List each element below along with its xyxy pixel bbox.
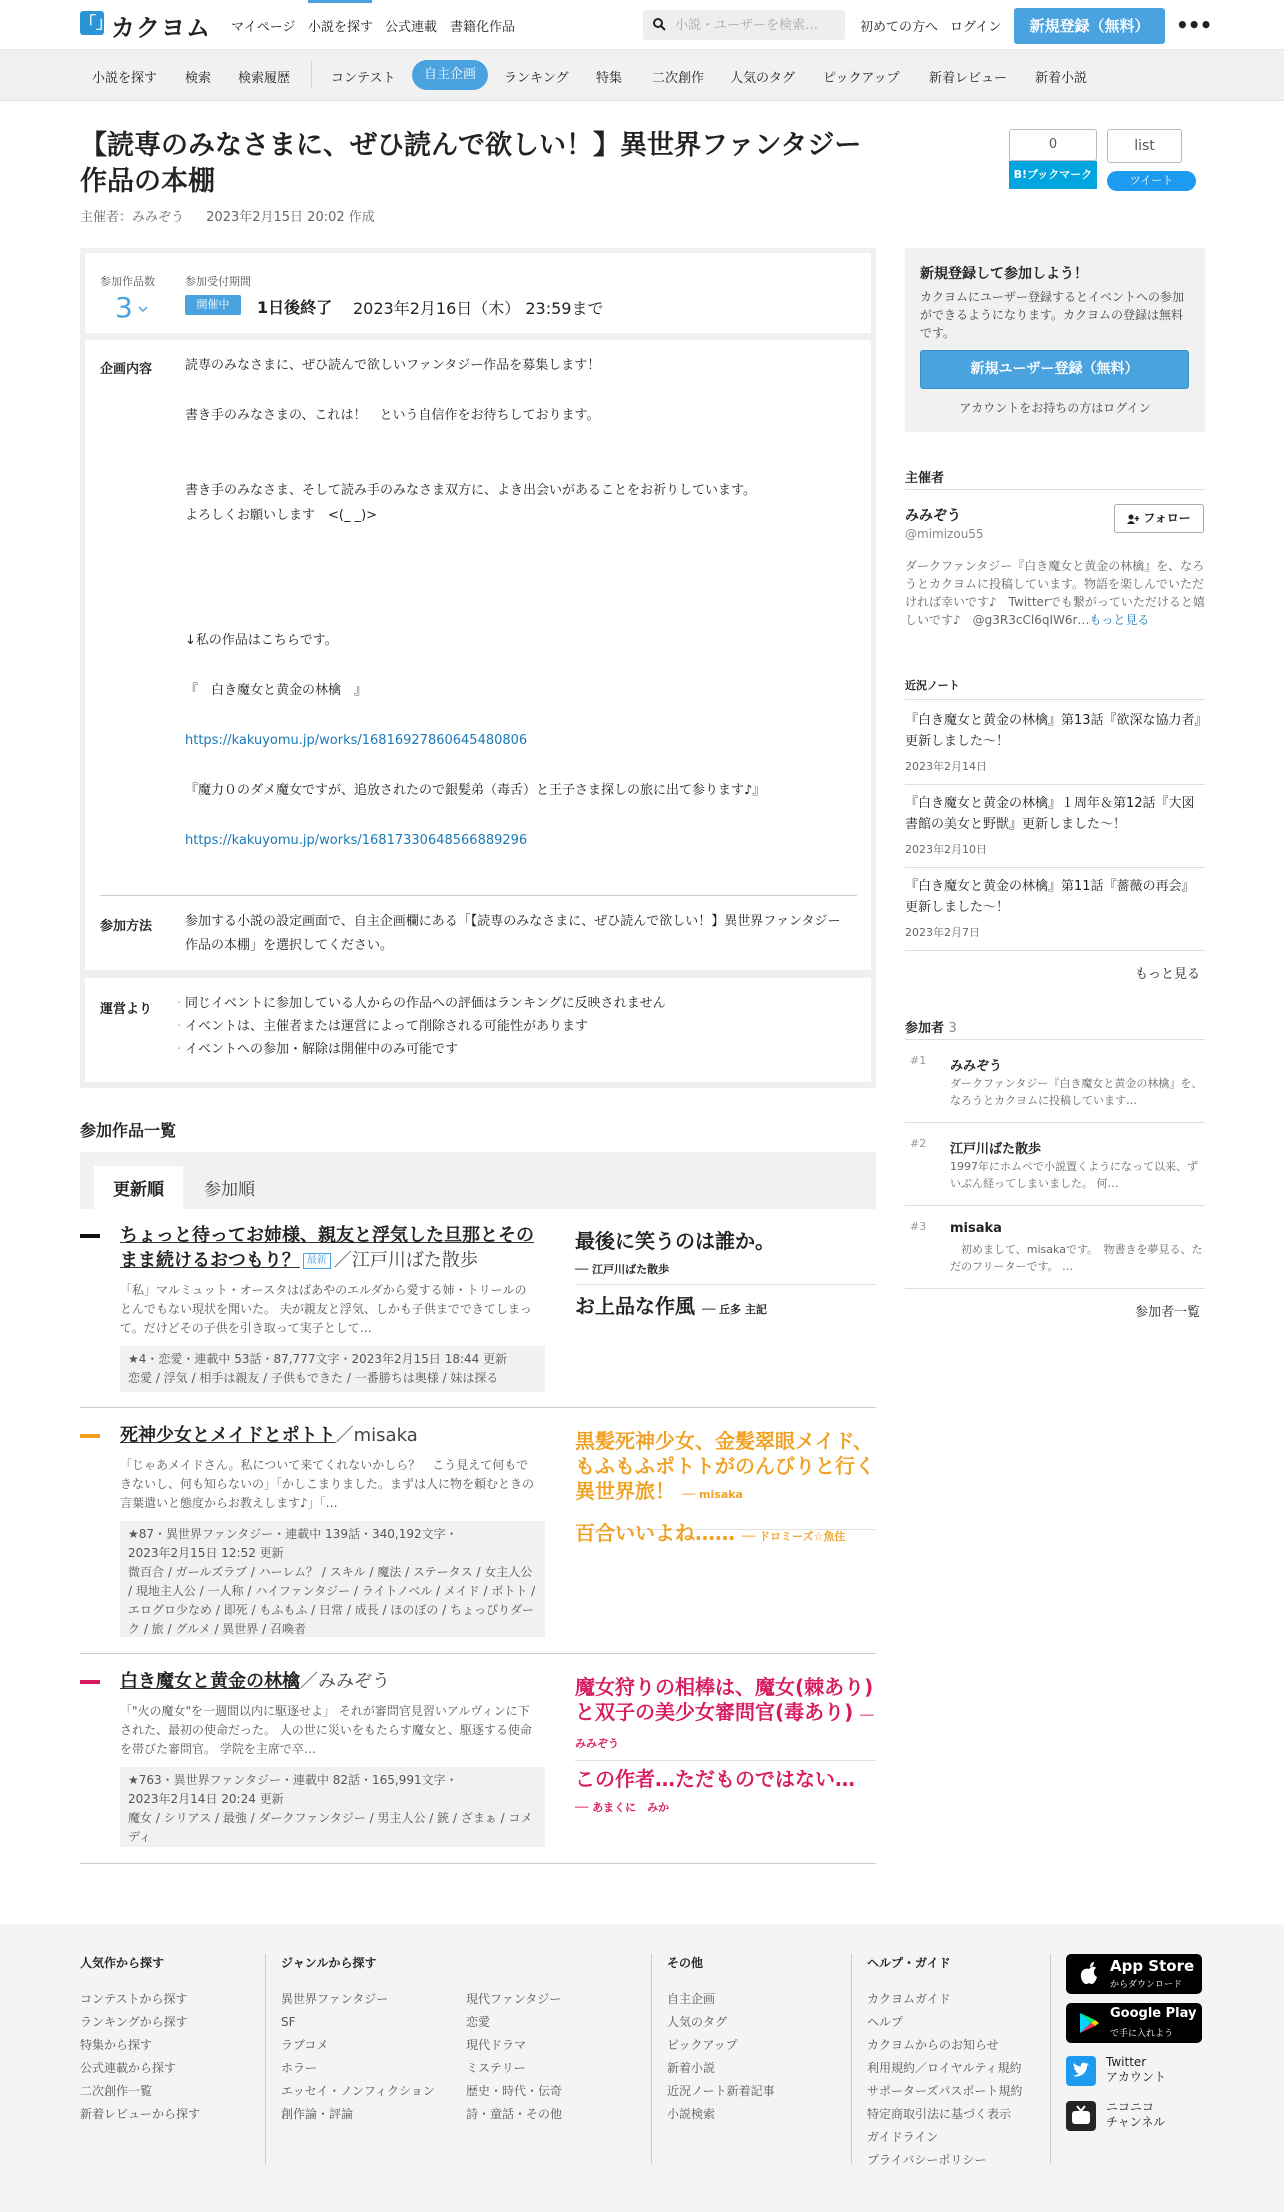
login-link[interactable]: ログイン <box>950 20 1002 35</box>
twitter-label: Twitter <box>1106 2055 1147 2069</box>
footer-link[interactable]: ヘルプ <box>867 2015 904 2029</box>
footer-link[interactable]: ミステリー <box>466 2061 526 2075</box>
host-id: @mimizou55 <box>905 527 984 541</box>
event-info-box <box>80 248 876 1088</box>
note-title[interactable]: 『白き魔女と黄金の林檎』第13話『欲深な協力者』更新しました～！ <box>905 713 1202 749</box>
review-catch[interactable] <box>575 1429 875 1507</box>
content-line: ↓私の作品はこちらです。 <box>185 633 338 648</box>
work-intro: 「"火の魔女"を一週間以内に駆逐せよ」 それが審問官見習いアルヴィンに下された、最初の使命だった。 人の世に災いをもたらす魔女と、駆逐する使命を帯びた審問官。 学院を主席で卒… <box>120 1704 532 1756</box>
works-list-title: 参加作品一覧 <box>80 1121 177 1140</box>
footer-divider <box>265 1954 266 2164</box>
review-text[interactable]: 魔女狩りの相棒は、魔女(棘あり)と双子の美少女審問官(毒あり) <box>575 1675 874 1724</box>
participants-count: 3 <box>948 1021 957 1036</box>
work-separator <box>80 1653 876 1654</box>
work-stats: ★763・異世界ファンタジー・連載中 82話・165,991文字・ <box>128 1773 458 1787</box>
footer-link[interactable]: 歴史・時代・伝奇 <box>466 2084 563 2098</box>
tab-updated[interactable]: 更新順 <box>94 1166 183 1209</box>
work-separator <box>80 1407 876 1408</box>
host-bio-more-link[interactable]: もっと見る <box>1089 613 1150 627</box>
footer-link[interactable]: 恋愛 <box>466 2015 491 2029</box>
note-title[interactable]: 『白き魔女と黄金の林檎』１周年＆第12話『大図書館の美女と野獣』更新しました～！ <box>905 796 1195 832</box>
cta-text: カクヨムにユーザー登録するとイベントへの参加ができるようになります。カクヨムの登録は無料です。 <box>920 290 1185 340</box>
notes-heading: 近況ノート <box>905 679 960 692</box>
work-tags[interactable]: 魔女 / シリアス / 最強 / ダークファンタジー / 男主人公 / 銃 / ざまぁ / コメディ <box>128 1811 533 1844</box>
content-line: 書き手のみなさま、そして読み手のみなさま双方に、よき出会いがあることをお祈りしています。 <box>185 483 756 498</box>
work-meta <box>120 1767 545 1847</box>
niconico-icon <box>1066 2101 1096 2131</box>
footer-heading: ジャンルから探す <box>281 1956 377 1970</box>
footer-link[interactable]: 新着小説 <box>667 2061 716 2075</box>
footer-link[interactable]: 近況ノート新着記事 <box>667 2084 775 2098</box>
work-intro: 「私」マルミュット・オースタはばあやのエルダから愛する姉・トリールのとんでもない現状を聞いた。 夫が親友と浮気、しかも子供までできてしまって。だけどその子供を引き取って実子として… <box>120 1283 532 1335</box>
subnav-contest[interactable]: コンテスト <box>331 71 396 86</box>
review-catch[interactable] <box>575 1294 875 1322</box>
review-text[interactable]: 百合いいよね…… <box>575 1521 735 1545</box>
app-store-sub: からダウンロード <box>1110 1980 1183 1990</box>
note-item: イベントは、主催者または運営によって削除される可能性があります <box>185 1019 589 1034</box>
note-item: 同じイベントに参加している人からの作品への評価はランキングに反映されません <box>185 996 666 1011</box>
apple-icon <box>1078 1962 1100 1986</box>
divider <box>905 1288 1205 1289</box>
bookmark-count: 0 <box>1009 129 1097 161</box>
content-line: 書き手のみなさまの、これは！ という自信作をお待ちしております。 <box>185 408 600 423</box>
niconico-sub: チャンネル <box>1106 2115 1166 2129</box>
follow-user-icon <box>1127 514 1139 524</box>
work-title-text[interactable]: ちょっと待ってお姉様、親友と浮気した旦那とそのまま続けるおつもり？ <box>120 1225 534 1271</box>
google-play-label: Google Play <box>1110 2006 1197 2021</box>
subnav-new-reviews[interactable]: 新着レビュー <box>929 71 1008 86</box>
list-count: list <box>1107 129 1182 163</box>
content-line: 『 白き魔女と黄金の林檎 』 <box>185 683 368 698</box>
divider <box>905 950 1205 951</box>
search-input[interactable] <box>675 15 839 35</box>
footer-heading: その他 <box>667 1956 704 1970</box>
created-date: 2023年2月15日 20:02 作成 <box>206 210 375 225</box>
register-button[interactable]: 新規ユーザー登録（無料） <box>920 350 1189 389</box>
review-catch[interactable] <box>575 1675 875 1756</box>
app-store-label: App Store <box>1110 1957 1195 1975</box>
footer-link[interactable]: コンテストから探す <box>80 1992 188 2006</box>
footer-link[interactable]: 利用規約／ロイヤルティ規約 <box>867 2061 1022 2075</box>
bullet: · <box>177 1042 182 1057</box>
review-text[interactable]: 最後に笑うのは誰か。 <box>575 1229 775 1253</box>
work-author[interactable]: ／みみぞう <box>300 1671 390 1692</box>
nav-published-works[interactable]: 書籍化作品 <box>450 20 516 35</box>
footer-links <box>867 1988 1022 2172</box>
footer-link[interactable]: 創作論・評論 <box>281 2107 354 2121</box>
subnav-new-novels[interactable]: 新着小説 <box>1035 71 1088 86</box>
cta-login-line <box>905 399 1205 416</box>
work-stats: ★4・恋愛・連載中 53話・87,777文字・2023年2月15日 18:44 更新 <box>128 1352 508 1366</box>
twitter-icon <box>1066 2056 1096 2086</box>
review-author[interactable]: ── 丘多 主記 <box>701 1303 767 1316</box>
content-line: よろしくお願いします <(_ _)> <box>185 508 378 523</box>
follow-label: フォロー <box>1143 511 1191 525</box>
method-label: 参加方法 <box>100 919 153 934</box>
work-intro: 「じゃあメイドさん。私について来てくれないかしら？ こう見えて何もできないし、何も知らないの」「かしこまりました。まずは人に物を頼むときの言葉遣いと態度からお教えします♪」「… <box>120 1458 535 1510</box>
footer-link[interactable]: カクヨムからのお知らせ <box>867 2038 999 2052</box>
note-date: 2023年2月7日 <box>905 926 980 939</box>
footer-link[interactable]: 人気のタグ <box>667 2015 728 2029</box>
sort-tabs <box>80 1152 876 1209</box>
work-color-bar <box>80 1680 100 1684</box>
work-tags[interactable]: 微百合 / ガールズラブ / ハーレム？ / スキル / 魔法 / ステータス / 女主人公 / 現地主人公 / 一人称 / ハイファンタジー / ライトノベル / メイド / ポトト / エログロ少なめ / 即死 / もふもふ / 日常 / 成長 / ほのぼの / ちょっぴりダーク / 旅 / グルメ / 異世界 / 召喚者 <box>128 1565 536 1636</box>
work-item <box>80 1655 876 1865</box>
footer-link[interactable]: ピックアップ <box>667 2038 738 2052</box>
work-item <box>80 1409 876 1655</box>
host-bio-text: ダークファンタジー『白き魔女と黄金の林檎』を、なろうとカクヨムに投稿しています。物語を楽しんでいただければ幸いです♪ Twitterでも繋がっていただけると嬉しいです♪ @g3R3cCl6qIW6r… <box>905 559 1205 627</box>
content-line: 『魔力０のダメ魔女ですが、追放されたので銀髪弟（毒舌）と王子さま探しの旅に出て参ります♪』 <box>185 783 766 798</box>
sub-navigation <box>0 50 1284 101</box>
review-divider <box>575 1284 876 1285</box>
divider <box>905 784 1205 785</box>
kakuyomu-logo-text[interactable]: カクヨム <box>111 14 211 42</box>
footer-link[interactable]: 異世界ファンタジー <box>281 1992 389 2006</box>
host-name[interactable]: みみぞう <box>905 508 961 524</box>
new-badge: 最新 <box>303 1253 331 1269</box>
period-label: 参加受付期間 <box>185 275 251 288</box>
event-notes <box>85 978 871 1082</box>
notes-more-link[interactable]: もっと見る <box>1135 967 1201 982</box>
footer-links <box>466 1988 562 2126</box>
work-title[interactable] <box>120 1423 540 1448</box>
deadline: 2023年2月16日（木） 23:59まで <box>353 299 604 318</box>
divider <box>905 489 1205 490</box>
footer-link[interactable]: プライバシーポリシー <box>867 2153 987 2167</box>
footer-link[interactable]: 二次創作一覧 <box>80 2084 153 2098</box>
work-title-text[interactable]: 白き魔女と黄金の林檎 <box>120 1671 300 1692</box>
bullet: · <box>177 1019 182 1034</box>
work-title[interactable] <box>120 1669 540 1694</box>
divider <box>905 1205 1205 1206</box>
work-meta <box>120 1521 545 1637</box>
subnav-user-events[interactable]: 自主企画 <box>412 60 488 90</box>
review-catch[interactable] <box>575 1229 875 1282</box>
google-play-icon <box>1078 2012 1100 2034</box>
nav-find-novels[interactable]: 小説を探す <box>308 20 374 35</box>
footer-link[interactable]: 詩・童話・その他 <box>466 2107 563 2121</box>
cta-login-link[interactable]: ログイン <box>1103 401 1151 415</box>
footer-link[interactable]: ランキングから探す <box>80 2015 188 2029</box>
page-title: 【読専のみなさまに、ぜひ読んで欲しい！】異世界ファンタジー作品の本棚 <box>80 130 862 197</box>
work-stats: ★87・異世界ファンタジー・連載中 139話・340,192文字・ <box>128 1527 458 1541</box>
footer-link[interactable]: 現代ドラマ <box>466 2038 527 2052</box>
first-time-link[interactable]: 初めての方へ <box>860 20 939 35</box>
footer-link[interactable]: SF <box>281 2015 296 2029</box>
divider <box>100 895 857 896</box>
footer-heading: 人気作から探す <box>80 1956 165 1970</box>
chevron-down-icon[interactable] <box>138 305 148 313</box>
review-text[interactable]: お上品な作風 <box>575 1294 695 1318</box>
participant-desc: 初めまして、misakaです。 物書きを夢見る、ただのフリーターです。 … <box>950 1243 1203 1273</box>
tweet-button[interactable]: ツイート <box>1107 171 1196 191</box>
tab-joined[interactable]: 参加順 <box>204 1180 255 1200</box>
signup-button[interactable]: 新規登録（無料） <box>1014 8 1165 44</box>
subnav-pickup[interactable]: ピックアップ <box>823 71 900 86</box>
work-meta <box>120 1346 545 1392</box>
participant-rank: #2 <box>910 1137 927 1150</box>
review-catch[interactable] <box>575 1767 875 1820</box>
participant-name[interactable]: misaka <box>950 1221 1002 1236</box>
hatena-bookmark-button[interactable]: B!ブックマーク <box>1009 161 1097 189</box>
participant-name[interactable]: 江戸川ばた散歩 <box>950 1142 1042 1157</box>
participant-name[interactable]: みみぞう <box>950 1059 1003 1074</box>
footer-divider <box>651 1954 652 2164</box>
bullet: · <box>177 996 182 1011</box>
subnav-derivative[interactable]: 二次創作 <box>652 71 705 86</box>
host-heading: 主催者 <box>905 471 945 486</box>
cta-login-prefix: アカウントをお持ちの方は <box>959 401 1104 415</box>
footer-link[interactable]: 自主企画 <box>667 1992 716 2006</box>
nav-mypage[interactable]: マイページ <box>231 20 296 35</box>
niconico-label: ニコニコ <box>1106 2100 1155 2114</box>
footer-link[interactable]: 特定商取引法に基づく表示 <box>867 2107 1012 2121</box>
google-play-button[interactable] <box>1066 2003 1202 2043</box>
subnav-ranking[interactable]: ランキング <box>504 71 569 86</box>
content-label: 企画内容 <box>100 362 153 377</box>
participant-rank: #3 <box>910 1220 927 1233</box>
review-catch[interactable] <box>575 1521 875 1549</box>
google-play-sub: で手に入れよう <box>1110 2029 1174 2039</box>
work-updated: 2023年2月14日 20:24 更新 <box>128 1792 284 1806</box>
footer-link[interactable]: ラブコメ <box>281 2038 329 2052</box>
work-separator <box>80 1863 876 1864</box>
hatena-bookmark[interactable] <box>1009 129 1097 189</box>
top-header <box>0 0 1284 50</box>
note-item: イベントへの参加・解除は開催中のみ可能です <box>185 1042 459 1057</box>
kakuyomu-logo-icon[interactable]: 「」 <box>80 11 104 35</box>
review-text[interactable]: この作者…ただものではない… <box>575 1767 855 1791</box>
work-title[interactable] <box>120 1223 540 1273</box>
app-store-button[interactable] <box>1066 1954 1202 1994</box>
method-text: 参加する小説の設定画面で、自主企画欄にある「【読専のみなさまに、ぜひ読んで欲しい！】異世界ファンタジー作品の本棚」を選択してください。 <box>185 914 841 953</box>
footer-links <box>667 1988 775 2126</box>
participant-desc: ダークファンタジー『白き魔女と黄金の林檎』を、なろうとカクヨムに投稿しています… <box>950 1077 1203 1107</box>
twitter-account-link[interactable] <box>1066 2052 1202 2088</box>
signup-cta-box <box>905 248 1205 432</box>
search-box[interactable] <box>643 10 845 40</box>
cta-title: 新規登録して参加しよう！ <box>920 266 1088 282</box>
review-author[interactable]: ── ドロミーズ☆魚住 <box>741 1530 846 1543</box>
note-date: 2023年2月10日 <box>905 843 987 856</box>
footer-link[interactable]: カクヨムガイド <box>867 1992 951 2006</box>
review-author[interactable]: ── misaka <box>681 1488 743 1501</box>
follow-button[interactable] <box>1114 504 1204 533</box>
divider <box>905 1122 1205 1123</box>
notes-label: 運営より <box>100 1002 153 1017</box>
footer-link[interactable]: 新着レビューから探す <box>80 2107 201 2121</box>
more-menu-icon[interactable]: ••• <box>1176 13 1212 37</box>
active-nav-indicator <box>308 0 372 3</box>
work-item <box>80 1209 876 1409</box>
participants-more-link[interactable]: 参加者一覧 <box>1135 1305 1201 1320</box>
content-line: 読専のみなさまに、ぜひ読んで欲しいファンタジー作品を募集します！ <box>185 358 601 373</box>
note-date: 2023年2月14日 <box>905 760 987 773</box>
work-url-link[interactable]: https://kakuyomu.jp/works/16817330648566889296 <box>185 833 528 848</box>
works-count[interactable]: 3 <box>115 291 133 324</box>
footer-link[interactable]: 公式連載から探す <box>80 2061 177 2075</box>
work-title-text[interactable]: 死神少女とメイドとポトト <box>120 1425 336 1446</box>
footer <box>0 1924 1284 2212</box>
review-author[interactable]: ── みみぞう <box>575 1709 874 1750</box>
participant-desc: 1997年にホムペで小説置くようになって以来、ずいぶん経ってしまいました。 何… <box>950 1160 1198 1190</box>
footer-link[interactable]: エッセイ・ノンフィクション <box>281 2084 435 2098</box>
host-bio <box>905 557 1205 629</box>
search-icon <box>653 18 666 31</box>
niconico-channel-link[interactable] <box>1066 2097 1202 2133</box>
nav-official-serial[interactable]: 公式連載 <box>385 20 438 35</box>
works-count-label: 参加作品数 <box>100 275 155 288</box>
footer-link[interactable]: ガイドライン <box>867 2130 939 2144</box>
event-details <box>85 340 871 970</box>
participant-rank: #1 <box>910 1054 927 1067</box>
twitter-sub: アカウント <box>1106 2070 1166 2084</box>
work-color-bar <box>80 1234 100 1238</box>
divider <box>905 1039 1205 1040</box>
subnav-popular-tags[interactable]: 人気のタグ <box>730 71 796 86</box>
work-tags[interactable]: 恋愛 / 浮気 / 相手は親友 / 子供もできた / 一番勝ちは奥様 / 妹は探る <box>128 1371 499 1385</box>
subnav-search-history[interactable]: 検索履歴 <box>238 71 291 86</box>
footer-divider <box>851 1954 852 2164</box>
footer-link[interactable]: 特集から探す <box>80 2038 153 2052</box>
work-url-link[interactable]: https://kakuyomu.jp/works/16816927860645480806 <box>185 733 528 748</box>
note-title[interactable]: 『白き魔女と黄金の林檎』第11話『薔薇の再会』更新しました～！ <box>905 879 1195 915</box>
subnav-divider <box>311 61 312 89</box>
subnav-find[interactable]: 小説を探す <box>92 71 158 86</box>
work-author[interactable]: ／江戸川ばた散歩 <box>333 1250 478 1271</box>
status-badge: 開催中 <box>185 295 241 315</box>
host-link[interactable]: 主催者：みみぞう <box>80 210 185 225</box>
subnav-features[interactable]: 特集 <box>596 71 623 86</box>
footer-link[interactable]: 現代ファンタジー <box>466 1992 562 2006</box>
footer-heading: ヘルプ・ガイド <box>867 1956 951 1970</box>
remaining-time: 1日後終了 <box>257 298 333 317</box>
footer-divider <box>1050 1954 1051 2164</box>
event-summary <box>85 253 871 333</box>
participants-heading: 参加者 3 <box>905 1021 957 1036</box>
footer-link[interactable]: 小説検索 <box>667 2107 716 2121</box>
footer-links <box>281 1988 435 2126</box>
review-author[interactable]: ── あまくに みか <box>575 1801 670 1814</box>
host-line <box>80 206 375 225</box>
divider <box>905 867 1205 868</box>
review-divider <box>575 1760 876 1761</box>
work-color-bar <box>80 1434 100 1438</box>
footer-link[interactable]: サポーターズパスポート規約 <box>867 2084 1023 2098</box>
footer-links <box>80 1988 200 2126</box>
review-text[interactable]: 黒髪死神少女、金髪翠眼メイド、もふもふポトトがのんびりと行く異世界旅！ <box>575 1429 875 1503</box>
subnav-search[interactable]: 検索 <box>185 71 212 86</box>
work-updated: 2023年2月15日 12:52 更新 <box>128 1546 284 1560</box>
review-author[interactable]: ── 江戸川ばた散歩 <box>575 1263 670 1276</box>
divider <box>905 699 1205 700</box>
work-author[interactable]: ／misaka <box>335 1425 418 1446</box>
footer-link[interactable]: ホラー <box>281 2061 318 2075</box>
